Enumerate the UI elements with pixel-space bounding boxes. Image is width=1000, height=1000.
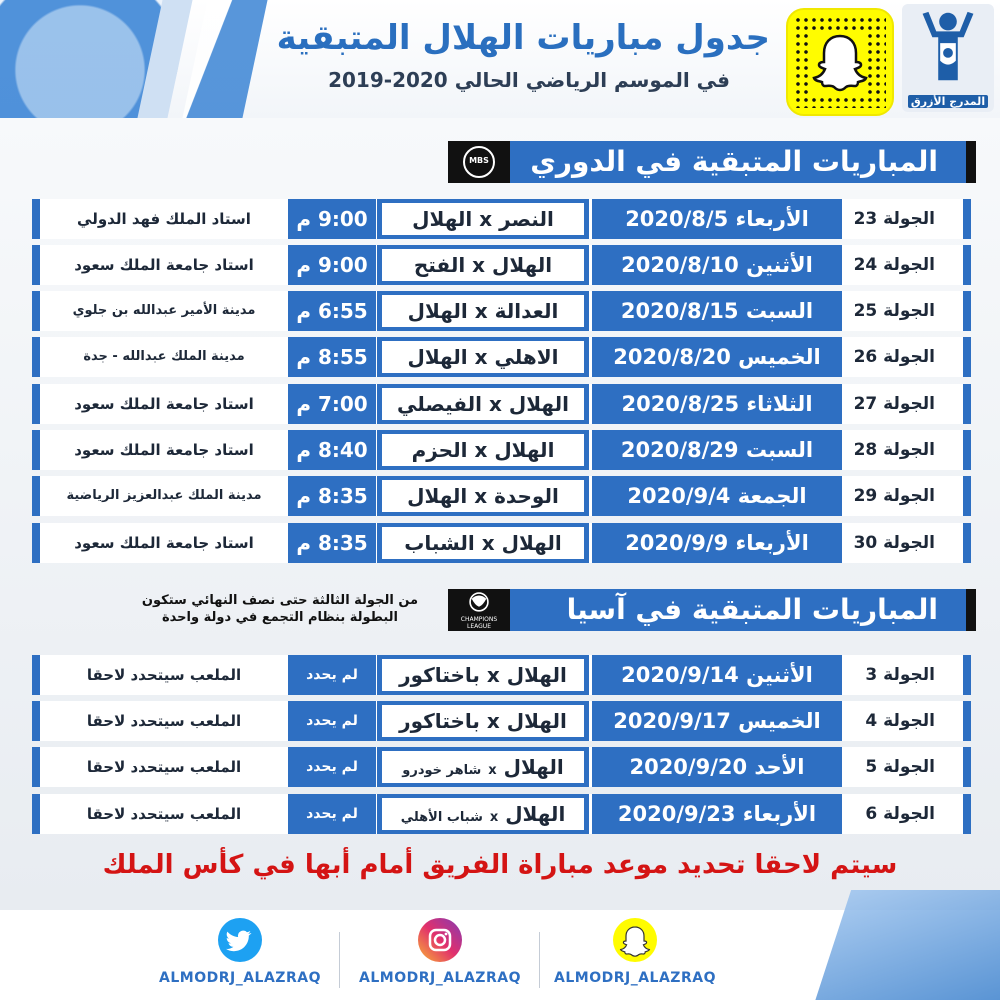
- match-teams: [377, 794, 589, 834]
- match-time: لم يحدد: [288, 794, 376, 834]
- home-team: النصر: [499, 207, 554, 231]
- match-time: 8:35 م: [288, 523, 376, 563]
- table-row: [32, 476, 971, 516]
- league-badge: [448, 141, 510, 183]
- table-row: [32, 794, 971, 834]
- match-venue: الملعب سيتحدد لاحقا: [86, 666, 242, 684]
- match-date: السبت 2020/8/29: [592, 430, 842, 470]
- match-time: لم يحدد: [288, 655, 376, 695]
- snapcode-logo[interactable]: [786, 8, 894, 116]
- header: [0, 0, 1000, 118]
- match-venue: مدينة الملك عبدالعزيز الرياضية: [66, 488, 262, 503]
- twitter-handle: ALMODRJ_ALAZRAQ: [159, 970, 321, 986]
- versus-label: x: [481, 531, 495, 555]
- snapchat-icon: [613, 918, 657, 962]
- round-label: الجولة 3: [865, 665, 935, 685]
- snapchat-ghost-icon: [812, 30, 868, 94]
- home-team: العدالة: [494, 299, 559, 323]
- round-label: الجولة 24: [853, 255, 935, 275]
- away-team: الهلال: [407, 484, 468, 508]
- match-venue: مدينة الأمير عبدالله بن جلوي: [72, 303, 256, 318]
- round-label: الجولة 4: [865, 711, 935, 731]
- instagram-handle: ALMODRJ_ALAZRAQ: [359, 970, 521, 986]
- snapchat-handle: ALMODRJ_ALAZRAQ: [554, 970, 716, 986]
- home-team: الهلال: [492, 253, 553, 277]
- table-row: [32, 430, 971, 470]
- footer-divider: [539, 932, 540, 988]
- versus-label: x: [486, 663, 500, 687]
- match-venue: استاد جامعة الملك سعود: [74, 256, 254, 274]
- match-date: الأثنين 2020/8/10: [592, 245, 842, 285]
- versus-label: x: [488, 763, 497, 778]
- footer: [0, 910, 1000, 1000]
- match-venue: الملعب سيتحدد لاحقا: [86, 712, 242, 730]
- away-team: الهلال: [407, 299, 468, 323]
- twitter-icon: [218, 918, 262, 962]
- match-date: الجمعة 2020/9/4: [592, 476, 842, 516]
- league-badge-text: MBS: [469, 156, 489, 165]
- match-venue: مدينة الملك عبدالله - جدة: [83, 349, 245, 364]
- table-row: [32, 291, 971, 331]
- match-time: لم يحدد: [288, 701, 376, 741]
- match-venue: استاد جامعة الملك سعود: [74, 534, 254, 552]
- versus-label: x: [474, 345, 488, 369]
- instagram-icon: [418, 918, 462, 962]
- versus-label: x: [479, 207, 493, 231]
- match-date: السبت 2020/8/15: [592, 291, 842, 331]
- match-teams: [377, 430, 589, 470]
- champions-league-text: CHAMPIONS LEAGUE: [460, 616, 498, 630]
- asia-section-title: المباريات المتبقية في آسيا: [566, 593, 938, 626]
- versus-label: x: [474, 299, 488, 323]
- round-label: الجولة 27: [853, 394, 935, 414]
- match-teams: [377, 337, 589, 377]
- table-row: [32, 384, 971, 424]
- match-venue: الملعب سيتحدد لاحقا: [86, 758, 242, 776]
- round-label: الجولة 6: [865, 804, 935, 824]
- match-teams: [377, 523, 589, 563]
- home-team: الهلال: [501, 531, 562, 555]
- club-logo-caption: المدرج الأزرق: [908, 95, 988, 108]
- snapchat-link[interactable]: [545, 918, 725, 998]
- asia-format-note: من الجولة الثالثة حتى نصف النهائي ستكون البطولة بنظام التجمع في دولة واحدة: [141, 593, 419, 625]
- round-label: الجولة 29: [853, 486, 935, 506]
- match-time: 9:00 م: [288, 245, 376, 285]
- table-row: [32, 199, 971, 239]
- asia-section-header: [448, 589, 976, 631]
- match-time: لم يحدد: [288, 747, 376, 787]
- match-date: الأربعاء 2020/9/23: [592, 794, 842, 834]
- versus-label: x: [489, 810, 499, 825]
- away-team: الهلال: [412, 207, 473, 231]
- match-time: 6:55 م: [288, 291, 376, 331]
- round-label: الجولة 23: [853, 209, 935, 229]
- match-venue: الملعب سيتحدد لاحقا: [86, 805, 242, 823]
- match-teams: [377, 747, 589, 787]
- away-team: شباب الأهلي: [400, 810, 483, 825]
- match-time: 7:00 م: [288, 384, 376, 424]
- match-teams: [377, 245, 589, 285]
- match-time: 9:00 م: [288, 199, 376, 239]
- home-team: الهلال: [508, 392, 569, 416]
- home-team: الهلال: [503, 755, 564, 779]
- match-teams: [377, 476, 589, 516]
- mbs-league-icon: [463, 146, 495, 178]
- away-team: شاهر خودرو: [402, 763, 482, 778]
- match-date: الخميس 2020/9/17: [592, 701, 842, 741]
- away-team: الفيصلي: [397, 392, 483, 416]
- match-teams: [377, 291, 589, 331]
- home-team: الاهلي: [494, 345, 559, 369]
- round-label: الجولة 5: [865, 757, 935, 777]
- match-venue: استاد الملك فهد الدولي: [77, 210, 251, 228]
- asia-badge: [448, 589, 510, 631]
- match-date: الثلاثاء 2020/8/25: [592, 384, 842, 424]
- home-team: الهلال: [494, 438, 555, 462]
- table-row: [32, 701, 971, 741]
- versus-label: x: [489, 392, 502, 416]
- home-team: الهلال: [505, 802, 566, 826]
- home-team: الهلال: [506, 709, 567, 733]
- match-teams: [377, 384, 589, 424]
- away-team: باختاكور: [399, 709, 480, 733]
- versus-label: x: [486, 709, 500, 733]
- table-row: [32, 245, 971, 285]
- away-team: الشباب: [404, 531, 475, 555]
- match-venue: استاد جامعة الملك سعود: [74, 441, 254, 459]
- versus-label: x: [474, 484, 488, 508]
- footer-divider: [339, 932, 340, 988]
- table-row: [32, 337, 971, 377]
- home-team: الهلال: [506, 663, 567, 687]
- kings-cup-note: سيتم لاحقا تحديد موعد مباراة الفريق أمام أبها في كأس الملك: [102, 850, 898, 880]
- table-row: [32, 655, 971, 695]
- match-time: 8:40 م: [288, 430, 376, 470]
- match-time: 8:55 م: [288, 337, 376, 377]
- match-date: الأثنين 2020/9/14: [592, 655, 842, 695]
- round-label: الجولة 30: [853, 533, 935, 553]
- match-venue: استاد جامعة الملك سعود: [74, 395, 254, 413]
- match-date: الأربعاء 2020/9/9: [592, 523, 842, 563]
- match-time: 8:35 م: [288, 476, 376, 516]
- away-team: الفتح: [413, 253, 466, 277]
- match-date: الخميس 2020/8/20: [592, 337, 842, 377]
- match-teams: [377, 199, 589, 239]
- twitter-link[interactable]: [150, 918, 330, 998]
- match-teams: [377, 701, 589, 741]
- match-date: الأربعاء 2020/8/5: [592, 199, 842, 239]
- page-subtitle: في الموسم الرياضي الحالي 2020-2019: [328, 68, 730, 92]
- table-row: [32, 747, 971, 787]
- match-date: الأحد 2020/9/20: [592, 747, 842, 787]
- page-title: جدول مباريات الهلال المتبقية: [276, 18, 770, 58]
- away-team: الهلال: [407, 345, 468, 369]
- round-label: الجولة 26: [853, 347, 935, 367]
- stripe-decoration-blue: [182, 0, 267, 118]
- match-teams: [377, 655, 589, 695]
- away-team: الحزم: [411, 438, 468, 462]
- instagram-link[interactable]: [350, 918, 530, 998]
- home-team: الوحدة: [494, 484, 559, 508]
- versus-label: x: [474, 438, 488, 462]
- table-row: [32, 523, 971, 563]
- club-logo: [902, 4, 994, 112]
- away-team: باختاكور: [399, 663, 480, 687]
- round-label: الجولة 25: [853, 301, 935, 321]
- versus-label: x: [472, 253, 486, 277]
- round-label: الجولة 28: [853, 440, 935, 460]
- league-section-title: المباريات المتبقية في الدوري: [530, 145, 938, 178]
- fan-figure-icon: [902, 4, 994, 92]
- league-section-header: [448, 141, 976, 183]
